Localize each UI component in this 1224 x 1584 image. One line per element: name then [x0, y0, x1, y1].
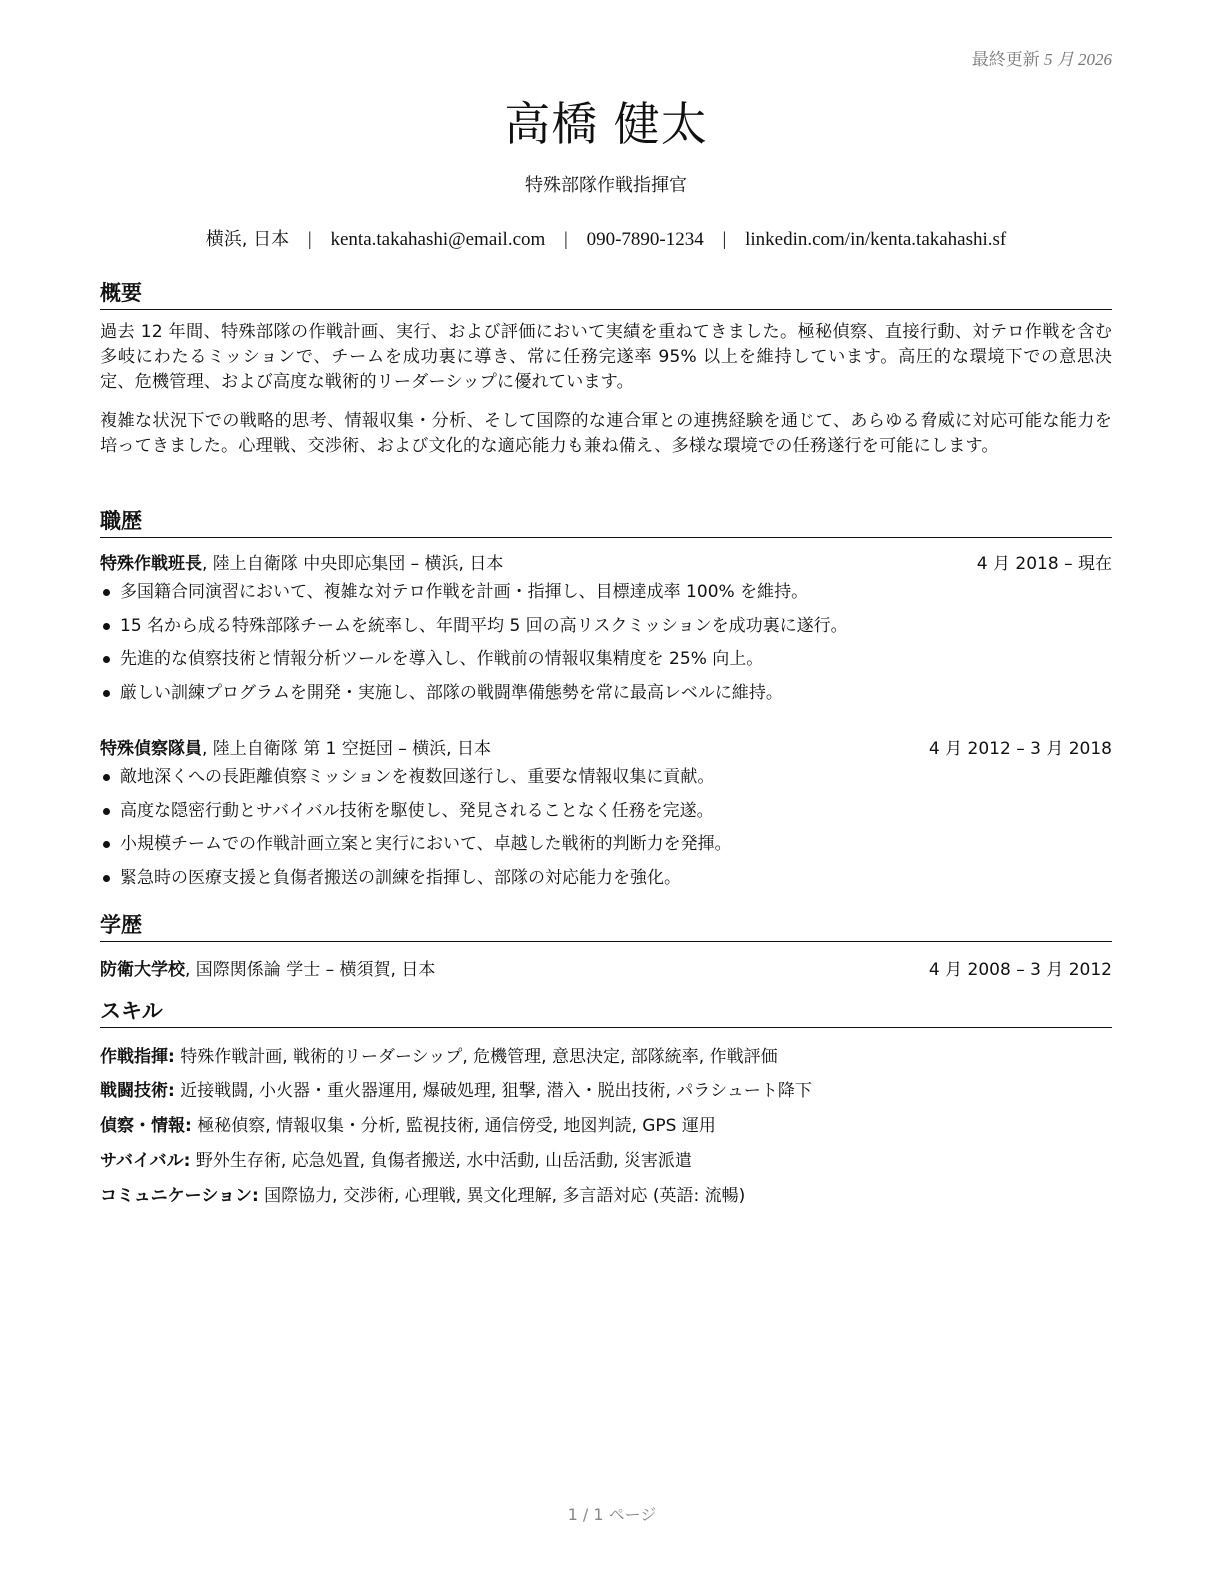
section-heading-summary: 概要	[100, 277, 1112, 310]
last-updated-date: 5 月 2026	[1044, 50, 1112, 69]
job-title: 特殊部隊作戦指揮官	[525, 175, 687, 196]
job-header	[100, 734, 1112, 759]
last-updated	[972, 45, 1112, 70]
job-organization: , 陸上自衛隊 第 1 空挺団 – 横浜, 日本	[202, 739, 491, 759]
contact-separator: |	[307, 229, 312, 250]
skill-label: 戦闘技術:	[100, 1081, 175, 1101]
skill-label: 偵察・情報:	[100, 1116, 192, 1136]
skill-row	[100, 1181, 1112, 1206]
skill-value: 近接戦闘, 小火器・重火器運用, 爆破処理, 狙撃, 潜入・脱出技術, パラシュート降下	[174, 1081, 812, 1101]
contact-email[interactable]: kenta.takahashi@email.com	[330, 229, 546, 250]
skill-row	[100, 1042, 1112, 1067]
skill-label: コミュニケーション:	[100, 1186, 259, 1206]
skill-row	[100, 1076, 1112, 1101]
job-bullets	[100, 766, 1112, 900]
skill-label: 作戦指揮:	[100, 1047, 175, 1067]
job-organization: , 陸上自衛隊 中央即応集団 – 横浜, 日本	[202, 554, 504, 574]
job-header	[100, 549, 1112, 574]
resume-page	[100, 0, 1112, 1584]
contact-separator: |	[722, 229, 727, 250]
contact-phone: 090-7890-1234	[586, 229, 704, 250]
skill-row	[100, 1111, 1112, 1136]
last-updated-label: 最終更新	[971, 50, 1040, 69]
contact-linkedin[interactable]: linkedin.com/in/kenta.takahashi.sf	[745, 229, 1007, 250]
school-name: 防衛大学校	[100, 960, 185, 980]
job-role: 特殊偵察隊員	[100, 739, 202, 759]
contact-separator: |	[564, 229, 568, 250]
skill-label: サバイバル:	[100, 1151, 191, 1171]
list-item: 敵地深くへの長距離偵察ミッションを複数回遂行し、重要な情報収集に貢献。	[100, 766, 1112, 800]
skill-value: 特殊作戦計画, 戦術的リーダーシップ, 危機管理, 意思決定, 部隊統率, 作戦評価	[174, 1047, 778, 1067]
summary-paragraph: 複雑な状況下での戦略的思考、情報収集・分析、そして国際的な連合軍との連携経験を通じて、あらゆる脅威に対応可能な能力を培ってきました。心理戦、交渉術、および文化的な適応能力も兼ね備え、多様な環境での任務遂行を可能にします。	[100, 411, 1112, 456]
list-item: 緊急時の医療支援と負傷者搬送の訓練を指揮し、部隊の対応能力を強化。	[100, 867, 1112, 901]
list-item: 先進的な偵察技術と情報分析ツールを導入し、作戦前の情報収集精度を 25% 向上。	[100, 648, 1112, 682]
page-indicator: 1 / 1 ページ	[567, 1505, 657, 1524]
list-item: 厳しい訓練プログラムを開発・実施し、部隊の戦闘準備態勢を常に最高レベルに維持。	[100, 682, 1112, 716]
section-heading-skills: スキル	[100, 995, 1112, 1028]
list-item: 高度な隠密行動とサバイバル技術を駆使し、発見されることなく任務を完遂。	[100, 800, 1112, 834]
skill-value: 極秘偵察, 情報収集・分析, 監視技術, 通信傍受, 地図判読, GPS 運用	[191, 1116, 716, 1136]
list-item: 15 名から成る特殊部隊チームを統率し、年間平均 5 回の高リスクミッションを成功裏に遂行。	[100, 615, 1112, 649]
education-dates: 4 月 2008 – 3 月 2012	[928, 960, 1112, 980]
summary-paragraph: 過去 12 年間、特殊部隊の作戦計画、実行、および評価において実績を重ねてきました。極秘偵察、直接行動、対テロ作戦を含む多岐にわたるミッションで、チームを成功裏に導き、常に任務完遂率 95% 以上を維持しています。高圧的な環境下での意思決定、危機管理、および高度な戦術的リーダーシップに優れています。	[100, 322, 1112, 392]
skill-value: 野外生存術, 応急処置, 負傷者搬送, 水中活動, 山岳活動, 災害派遣	[190, 1151, 692, 1171]
contact-line	[100, 225, 1112, 251]
skill-value: 国際協力, 交渉術, 心理戦, 異文化理解, 多言語対応 (英語: 流暢)	[258, 1186, 746, 1206]
skill-row	[100, 1146, 1112, 1171]
job-dates: 4 月 2012 – 3 月 2018	[928, 739, 1112, 759]
list-item: 多国籍合同演習において、複雑な対テロ作戦を計画・指揮し、目標達成率 100% を維持。	[100, 581, 1112, 615]
job-dates: 4 月 2018 – 現在	[976, 554, 1112, 574]
section-heading-education: 学歴	[100, 909, 1112, 942]
education-row	[100, 955, 1112, 980]
job-bullets	[100, 581, 1112, 715]
degree-detail: , 国際関係論 学士 – 横須賀, 日本	[185, 960, 436, 980]
person-name: 高橋 健太	[504, 97, 708, 151]
list-item: 小規模チームでの作戦計画立案と実行において、卓越した戦術的判断力を発揮。	[100, 833, 1112, 867]
contact-location: 横浜, 日本	[205, 229, 290, 250]
section-heading-experience: 職歴	[100, 505, 1112, 538]
job-role: 特殊作戦班長	[100, 554, 202, 574]
